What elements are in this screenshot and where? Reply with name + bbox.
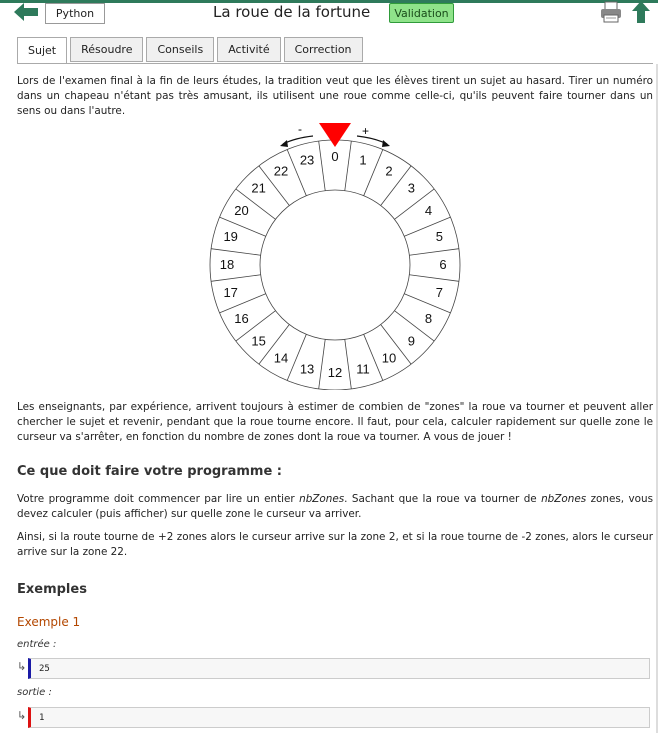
wheel-zone-label: 7 [435,284,443,300]
wheel-zone-label: 11 [356,361,370,377]
wheel-zone-label: 23 [299,152,315,168]
example-input-box[interactable]: 25 [28,658,650,679]
wheel-zone-label: 21 [251,180,266,196]
section-title-task: Ce que doit faire votre programme : [17,464,283,479]
wheel-zone-label: 3 [407,180,415,196]
task-text-a: Votre programme doit commencer par lire un entier [17,493,300,505]
wheel-zone-label: 16 [234,311,249,326]
language-button[interactable]: Python [45,3,105,24]
wheel-zone-label: 18 [219,257,235,272]
tab-activite[interactable]: Activité [217,37,280,62]
var-nbzones-2: nbZones [541,493,587,505]
explanation-paragraph: Les enseignants, par expérience, arrivent toujours à estimer de combien de "zones" la roue va tourner et peuvent aller chercher le sujet et revenir, pendant que la roue tourne encore. Il faut, pour cela, calculer rapidement sur quelle zone le curseur va s'arrêter, en fonction du nombre de zones dont la roue va tourner. A vous de jouer ! [17,401,653,443]
wheel-zone-label: 5 [435,229,443,245]
example-output-box[interactable]: 1 [28,707,650,728]
task-paragraph-2: Ainsi, si la route tourne de +2 zones alors le curseur arrive sur la zone 2, et si la roue tourne de -2 zones, alors le curseur arrive sur la zone 22. [17,531,653,558]
wheel-zone-label: 1 [359,152,367,168]
page-title: La roue de la fortune [213,3,371,21]
wheel-zone-label: 20 [234,203,249,218]
example-title: Exemple 1 [17,615,81,629]
wheel-zone-label: 10 [381,350,397,366]
output-arrow-icon: ↳ [17,709,27,722]
wheel-zone-label: 8 [424,311,433,326]
minus-label: - [298,122,302,136]
wheel-zone-label: 19 [223,229,238,245]
task-text-c: zones, vous devez calculer (puis afficher) sur quelle zone le curseur va arriver. [17,493,653,520]
var-nbzones-1: nbZones [299,493,345,505]
wheel-zone-label: 2 [385,163,393,179]
minus-arrowhead-icon [280,140,288,147]
wheel-zone-label: 12 [327,365,343,380]
wheel-zone-label: 6 [439,257,447,272]
input-label: entrée : [17,639,57,650]
section-title-examples: Exemples [17,582,87,597]
wheel-zone-label: 15 [251,333,266,349]
input-arrow-icon: ↳ [17,660,27,673]
validation-badge[interactable]: Validation [389,3,454,23]
tab-divider [17,63,653,64]
wheel-zone-label: 4 [424,203,433,218]
wheel-inner-circle [260,190,410,340]
intro-paragraph: Lors de l'examen final à la fin de leurs études, la tradition veut que les élèves tirent un sujet au hasard. Tirer un numéro dans un chapeau n'étant pas très amusant, ils utilisent une roue comme celle-ci, qu'ils peuvent faire tourner dans un sens ou dans l'autre. [17,75,653,117]
scroll-top-arrow-icon[interactable] [632,1,650,23]
task-text-b: . Sachant que la roue va tourner de [344,493,542,505]
wheel-zone-label: 17 [223,284,238,300]
back-arrow-icon[interactable] [14,3,38,21]
wheel-zone-label: 14 [273,350,289,366]
plus-label: + [362,124,370,138]
task-paragraph-1 [17,492,653,522]
plus-arrowhead-icon [382,140,390,147]
tab-sujet[interactable]: Sujet [17,37,67,64]
tab-bar [17,37,366,63]
tab-correction[interactable]: Correction [284,37,363,62]
wheel-zone-label: 0 [331,149,339,164]
print-icon[interactable] [600,1,622,23]
tab-conseils[interactable]: Conseils [146,37,214,62]
wheel-zone-label: 9 [407,333,415,349]
wheel-zone-label: 13 [299,361,315,377]
wheel-zone-label: 22 [273,163,289,179]
tab-resoudre[interactable]: Résoudre [70,37,143,62]
fortune-wheel-diagram [200,120,470,390]
output-label: sortie : [17,687,52,698]
